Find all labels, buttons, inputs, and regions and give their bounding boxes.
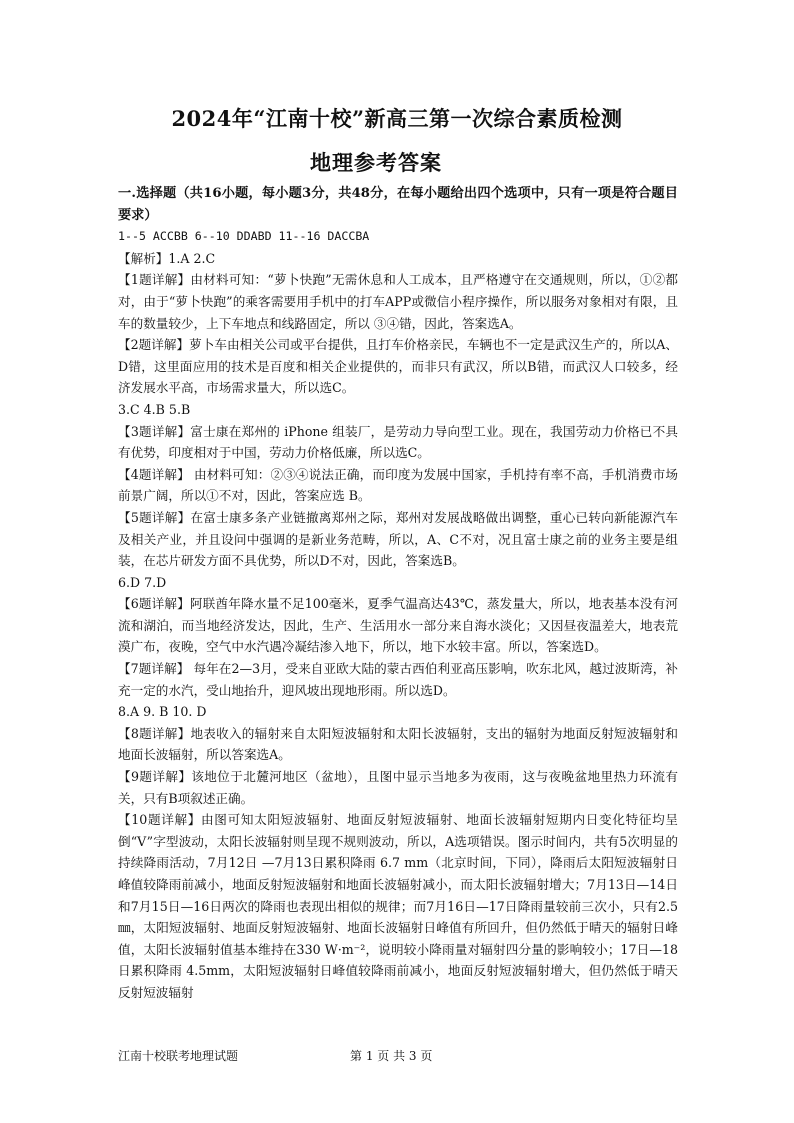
document-title: 2024年“江南十校”新高三第一次综合素质检测 bbox=[171, 106, 623, 131]
explanation-paragraph: 【7题详解】 每年在2—3月，受来自亚欧大陆的蒙古西伯利亚高压影响，吹东北风，越过波斯湾，补充一定的水汽，受山地抬升，迎风坡出现地形雨。所以选D。 bbox=[118, 661, 678, 698]
footer-exam-name: 江南十校联考地理试题 bbox=[118, 1049, 239, 1063]
explanation-paragraph: 【3题详解】富士康在郑州的 iPhone 组装厂，是劳动力导向型工业。现在，我国劳动力价格已不具有优势，印度相对于中国，劳动力价格低廉，所以选C。 bbox=[118, 423, 678, 461]
explanation-paragraph: 【2题详解】萝卜车由相关公司或平台提供，且打车价格亲民，车辆也不一定是武汉生产的，所以A、D错，这里面应用的技术是百度和相关企业提供的，而非只有武汉，所以B错，而武汉人口较多，经济发展水平高，市场需求量大，所以选C。 bbox=[118, 337, 678, 396]
explanation-paragraph: 【10题详解】由图可知太阳短波辐射、地面反射短波辐射、地面长波辐射短期内日变化特征均呈倒“V”字型波动，太阳长波辐射则呈现不规则波动，所以，A选项错误。图示时间内，共有5次明显的持续降雨活动，7月12日 —7月13日累积降雨 6.7 mm（北京时间，下同），降雨后太阳短波辐射日峰值较降雨前减小，地面反射短波辐射和地面长波辐射减小，而太阳长波辐射增大；7月13日—14日和7月15日—16日两次的降雨也表现出相似的规律；而7月16日—17日降雨量较前三次小，只有2.5㎜，太阳短波辐射、地面反射短波辐射、地面长波辐射日峰值有所回升，但仍然低于晴天的辐射日峰值，太阳长波辐射值基本维持在330 W·m⁻²，说明较小降雨量对辐射四分量的影响较小；17日—18日累积降雨 4.5mm，太阳短波辐射日峰值较降雨前减小，地面反射短波辐射增大，但仍然低于晴天反射短波辐射 bbox=[118, 812, 678, 1000]
explanation-paragraph: 8.A 9. B 10. D bbox=[118, 704, 207, 720]
explanation-paragraph: 3.C 4.B 5.B bbox=[118, 401, 191, 417]
explanation-paragraph: 【9题详解】该地位于北麓河地区（盆地），且图中显示当地多为夜雨，这与夜晚盆地里热力环流有关，只有B项叙述正确。 bbox=[118, 769, 678, 806]
explanation-paragraph: 【6题详解】阿联酋年降水量不足100毫米，夏季气温高达43℃，蒸发量大，所以，地表基本没有河流和湖泊，而当地经济发达，因此，生产、生活用水一部分来自海水淡化；又因昼夜温差大，地表荒漠广布，夜晚，空气中水汽遇冷凝结渗入地下，所以，地下水较丰富。所以，答案选D。 bbox=[118, 596, 678, 655]
answer-content bbox=[118, 183, 678, 1004]
explanation-paragraph: 【8题详解】地表收入的辐射来自太阳短波辐射和太阳长波辐射，支出的辐射为地面反射短波辐射和地面长波辐射，所以答案选A。 bbox=[118, 725, 678, 763]
explanation-paragraph: 【1题详解】由材料可知：“萝卜快跑”无需休息和人工成本，且严格遵守在交通规则，所以，①②都对，由于“萝卜快跑”的乘客需要用手机中的打车APP或微信小程序操作，所以服务对象相对有限，且车的数量较少，上下车地点和线路固定，所以 ③④错，因此，答案选A。 bbox=[118, 272, 678, 331]
explanation-paragraph: 【5题详解】在富士康多条产业链撤离郑州之际，郑州对发展战略做出调整，重心已转向新能源汽车及相关产业，并且设问中强调的是新业务范畴，所以，A、C不对，况且富士康之前的业务主要是组装，在芯片研发方面不具优势，所以D不对，因此，答案选B。 bbox=[118, 509, 678, 569]
section-heading: 一.选择题（共16小题，每小题3分，共48分，在每小题给出四个选项中，只有一项是符合题目要求） bbox=[118, 186, 678, 223]
explanations-list bbox=[118, 248, 678, 1004]
document-subtitle: 地理参考答案 bbox=[310, 150, 442, 175]
explanation-paragraph: 【解析】1.A 2.C bbox=[118, 250, 216, 266]
answer-key-line: 1--5 ACCBB 6--10 DDABD 11--16 DACCBA bbox=[118, 229, 370, 244]
explanation-paragraph: 6.D 7.D bbox=[118, 574, 167, 590]
explanation-paragraph: 【4题详解】 由材料可知：②③④说法正确，而印度为发展中国家，手机持有率不高，手机消费市场前景广阔，所以①不对，因此，答案应选 B。 bbox=[118, 466, 678, 504]
footer-page-number: 第 1 页 共 3 页 bbox=[350, 1049, 433, 1063]
